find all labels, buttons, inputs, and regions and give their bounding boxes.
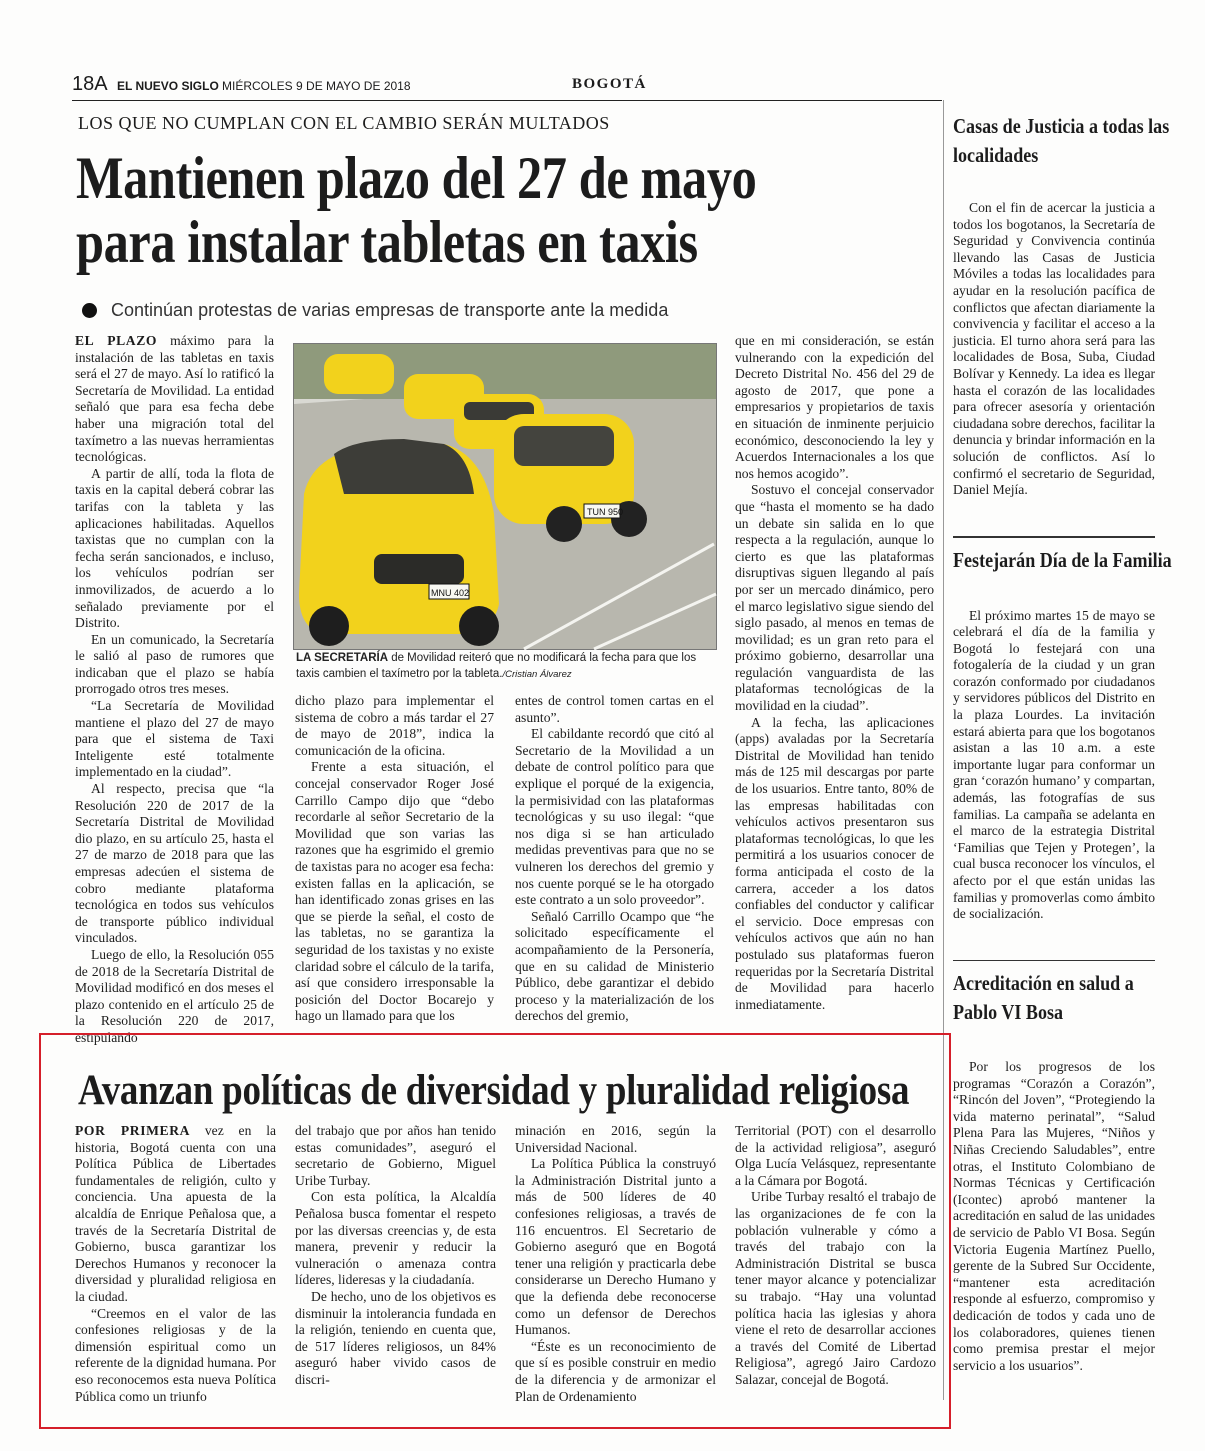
sidebar-heading-3: Acreditación en salud a Pablo VI Bosa bbox=[953, 971, 1134, 1024]
section-name: BOGOTÁ bbox=[572, 76, 647, 92]
sidebar-story-1: Con el fin de acercar la justicia a todos los bogotanos, la Secretaría de Seguridad y Convivencia continúa llevando las Casas de Justicia Móviles a todas las localidades para ayudar en la resolución pacífica de conflictos que afectan diariamente la convivencia y facilitar el acceso a la justicia. El turno ahora será para las localidades de Bosa, Suba, Ciudad Bolívar y Kennedy. La idea es llegar hasta el corazón de las localidades para ofrecer asesoría y orientación ciudadana sobre derechos, facilitar la denuncia y brindar información en la solución de conflictos. Así lo confirmó el secretario de Seguridad, Daniel Mejía. bbox=[953, 200, 1155, 498]
paragraph-text: Territorial (POT) con el desarrollo de la actividad religiosa”, aseguró Olga Lucía Velásquez, representante a la Cámara por Bogotá. bbox=[735, 1123, 936, 1188]
paragraph bbox=[75, 1123, 276, 1306]
paragraph-text: De hecho, uno de los objetivos es disminuir la intolerancia fundada en la religión, teniendo en cuenta que, de 517 líderes religiosos, un 84% aseguró haber vivido casos de discri- bbox=[295, 1288, 496, 1387]
paragraph-text: “Creemos en el valor de las confesiones religiosas y de la dimensión espiritual como un referente de la dignidad humana. Por eso reconocemos esta nueva Política Pública como un triunfo bbox=[75, 1305, 276, 1404]
sidebar-heading-1: Casas de Justicia a todas las localidades bbox=[953, 114, 1170, 167]
paragraph bbox=[75, 781, 274, 947]
bullet-icon bbox=[82, 303, 97, 318]
lead-words: POR PRIMERA bbox=[75, 1123, 191, 1138]
article-2-column-3 bbox=[515, 1123, 716, 1408]
paragraph bbox=[515, 693, 714, 726]
paragraph bbox=[515, 1123, 716, 1156]
kicker: LOS QUE NO CUMPLAN CON EL CAMBIO SERÁN MULTADOS bbox=[78, 113, 610, 133]
article-2-column-1 bbox=[75, 1123, 276, 1408]
subheadline bbox=[82, 300, 732, 321]
paragraph bbox=[295, 759, 494, 1025]
paragraph-text: minación en 2016, según la Universidad Nacional. bbox=[515, 1123, 716, 1155]
taxi-front bbox=[299, 439, 499, 646]
article-column-3 bbox=[515, 693, 714, 1033]
page-number: 18A bbox=[72, 73, 108, 95]
headline-line-1: Mantienen plazo del 27 de mayo bbox=[76, 145, 757, 211]
sidebar-story-3: Por los progresos de los programas “Corazón a Corazón”, “Rincón del Joven”, “Protegiendo la vida materno perinatal”, “Salud Plena Para las Mujeres, “Niños y Niñas Creciendo Saludables”, entre otras, el Instituto Colombiano de Normas Técnicas y Certificación (Icontec) aprobó mantener la acreditación en salud de las unidades de servicio de Pablo VI Bosa. Según Victoria Eugenia Martínez Puello, gerente de la Subred Sur Occidente, “mantener esta acreditación responde al esfuerzo, compromiso y dedicación de todos y cada uno de los colaboradores, quienes tienen como premisa prestar el mejor servicio a los usuarios”. bbox=[953, 1059, 1155, 1373]
headline-line-2: para instalar tabletas en taxis bbox=[76, 209, 698, 275]
sidebar-heading-2: Festejarán Día de la Familia bbox=[953, 547, 1172, 572]
paragraph bbox=[75, 947, 274, 1047]
paragraph-text: Sostuvo el concejal conservador que “hasta el momento se ha dado un debate sin salida en lo que respecta a la regulación, aunque lo cierto es que las plataformas disruptivas siguen llegando al país por ser un mercado dinámico, pero el marco legislativo sigue siendo del siglo pasado, al menos en temas de movilidad; es un gran reto para el próximo gobierno, desarrollar una regulación vanguardista de las plataformas tecnológicas de la movilidad en la ciudad”. bbox=[735, 482, 934, 714]
taxi-right bbox=[494, 414, 647, 542]
paragraph-text: vez en la historia, Bogotá cuenta con una Política Pública de Libertades fundamentales de religión, culto y conciencia. Una apuesta de la alcaldía de Enrique Peñalosa que, a través de la Secretaría Distrital de Gobierno, busca garantizar los Derechos Humanos y reconocer la diversidad y pluralidad religiosa en la ciudad. bbox=[75, 1123, 277, 1304]
paragraph bbox=[735, 1189, 936, 1388]
paragraph-text: que en mi consideración, se están vulnerando con la expedición del Decreto Distrital No. 456 del 29 de agosto de 2017, que pone a empresarios y propietarios de taxis en situación de inminente perjuicio económico, desconociendo la ley y Acuerdos Internacionales a los que nos hemos acogido”. bbox=[735, 333, 934, 481]
article-column-2 bbox=[295, 693, 494, 1033]
paragraph bbox=[295, 1123, 496, 1189]
paragraph-text: Señaló Carrillo Ocampo que “he solicitado específicamente el acompañamiento de la Personería, que en su calidad de Ministerio Público, debe garantizar el debido proceso y la materialización de los derechos del gremio, bbox=[515, 908, 714, 1024]
paragraph bbox=[735, 482, 934, 714]
paragraph-text: “La Secretaría de Movilidad mantiene el plazo del 27 de mayo para que el sistema de Taxi Inteligente esté totalmente implementado en la ciudad”. bbox=[75, 698, 274, 780]
article-2-column-2 bbox=[295, 1123, 496, 1408]
sidebar-story-2: El próximo martes 15 de mayo se celebrará el día de la familia y Bogotá lo festejará con una fotogalería de la ciudad y un gran corazón conformado por ciudadanos y servidores públicos del Distrito en la plaza Lourdes. La invitación estará abierta para que los bogotanos asistan a las 10 a.m. a este importante lugar para conformar un gran ‘corazón humano’ y compartan, además, las fotografías de sus familias. La campaña se adelanta en el marco de la estrategia Distrital ‘Familias que Tejen y Protegen’, la cual busca reconocer los vínculos, el afecto por el que están unidas las familias y promoverlas como ámbito de socialización. bbox=[953, 607, 1155, 922]
paragraph bbox=[75, 632, 274, 698]
taxis-photo bbox=[293, 343, 717, 650]
paragraph-text: Uribe Turbay resaltó el trabajo de las organizaciones de fe con la población vulnerable y cómo a través del trabajo con la Administración Distrital se busca tener mayor alcance y potencializar su trabajo. “Hay una voluntad política hacia las iglesias y ahora viene el reto de desarrollar acciones a través del Comité de Libertad Religiosa”, agregó Jairo Cardozo Salazar, concejal de Bogotá. bbox=[735, 1189, 936, 1387]
caption-text: de Movilidad reiteró que no modificará la fecha para que los taxis cambien el taxímetro por la tableta. bbox=[296, 652, 697, 680]
paragraph bbox=[515, 909, 714, 1025]
main-headline bbox=[76, 146, 798, 274]
lead-words: EL PLAZO bbox=[75, 333, 158, 348]
paragraph-text: A partir de allí, toda la flota de taxis en la capital deberá cobrar las tarifas con la tableta y las aplicaciones habilitadas. Aquellos taxistas que no cumplan con la fecha serán sancionados, e incluso, los vehículos podrían ser inmovilizados, de acuerdo a lo señalado previamente por el Distrito. bbox=[75, 465, 274, 631]
paragraph-text: del trabajo que por años han tenido estas comunidades”, aseguró el secretario de Gobierno, Miguel Uribe Turbay. bbox=[295, 1123, 496, 1188]
paragraph-text: Con esta política, la Alcaldía Peñalosa busca fomentar el respeto por las diversas creencias y, de esta manera, prevenir y reducir la vulneración o amenaza contra líderes, lideresas y la ciudadanía. bbox=[295, 1189, 496, 1288]
paragraph bbox=[735, 1123, 936, 1189]
paragraph bbox=[75, 466, 274, 632]
paragraph bbox=[515, 1156, 716, 1339]
taxis-illustration bbox=[294, 344, 716, 649]
photo-credit: /Cristian Álvarez bbox=[502, 668, 572, 680]
paragraph-text: dicho plazo para implementar el sistema de cobro a más tardar el 27 de mayo de 2018”, indica la comunicación de la oficina. bbox=[295, 693, 494, 758]
paragraph bbox=[75, 698, 274, 781]
plate-front-text: MNU 402 bbox=[431, 588, 470, 598]
paragraph-text: La Política Pública la construyó la Administración Distrital junto a más de 500 líderes de 40 confesiones religiosas, a través de 116 encuentros. El Secretario de Gobierno aseguró que en Bogotá tener una religión y practicarla debe considerarse un Derecho Humano y que la defienda debe reconocerse como un defensor de Derechos Humanos. bbox=[515, 1156, 716, 1338]
paragraph bbox=[295, 693, 494, 759]
paragraph-text: El cabildante recordó que citó al Secretario de la Movilidad a un debate de control político para que explique el porqué de la exigencia, la permisividad con las plataformas tecnológicas y su uso ilegal: “que nos diga si se han articulado medidas preventivas para que no se vulneren los derechos del gremio y nos cuente porqué se le ha otorgado este contrato a un solo proveedor”. bbox=[515, 726, 714, 908]
paragraph bbox=[515, 726, 714, 909]
paragraph-text: Luego de ello, la Resolución 055 de 2018 de la Secretaría Distrital de Movilidad modificó en dos meses el plazo contenido en el artículo 25 de la Resolución 220 de 2017, estipulando bbox=[75, 946, 274, 1045]
sidebar bbox=[953, 112, 1172, 1409]
paragraph bbox=[295, 1189, 496, 1289]
paragraph-text: máximo para la instalación de las tabletas en taxis será el 27 de mayo. Así lo ratificó la Secretaría de Movilidad. La entidad señaló que para esa fecha debe haber una migración total del taxímetro a las nuevas herramientas tecnológicas. bbox=[75, 333, 274, 465]
paragraph-text: entes de control tomen cartas en el asunto”. bbox=[515, 693, 714, 725]
paragraph-text: Frente a esta situación, el concejal conservador Roger José Carrillo Campo dijo que “debo recordarle al señor Secretario de la Movilidad que son varias las razones que ha esgrimido el gremio de taxistas para no acoger esa fecha: existen fallas en la aplicación, se han identificado zonas grises en las que se pierde la señal, el costo de las tabletas, no se garantiza la seguridad de los taxistas y no existe claridad sobre el cálculo de la tarifa, así que considero irresponsable la posición del Doctor Bocarejo y hago un llamado para que los bbox=[295, 759, 494, 1024]
paragraph bbox=[75, 333, 274, 466]
paragraph bbox=[735, 333, 934, 482]
paragraph bbox=[735, 715, 934, 1014]
paragraph-text: “Éste es un reconocimiento de que sí es posible construir en medio de la diferencia y de armonizar el Plan de Ordenamiento bbox=[515, 1338, 716, 1404]
issue-date: MIÉRCOLES 9 DE MAYO DE 2018 bbox=[222, 79, 411, 93]
paragraph-text: A la fecha, las aplicaciones (apps) avaladas por la Secretaría Distrital de Movilidad han tenido más de 125 mil descargas por parte de los usuarios. Entre tanto, 80% de las empresas habilitadas con vehículos activos presentaron sus plataformas tecnológicas, lo que les permitirá a los usuarios conocer de forma anticipada el costo de la carrera, acceder a los datos confiables del conductor y calificar el servicio. Doce empresas con vehículos activos que aún no han postulado sus plataformas fueron requeridas por la Secretaría Distrital de Movilidad para hacerlo inmediatamente. bbox=[735, 714, 934, 1012]
paragraph bbox=[295, 1289, 496, 1389]
paragraph bbox=[75, 1306, 276, 1406]
article-column-1 bbox=[75, 333, 274, 1045]
page-header bbox=[72, 74, 942, 101]
newspaper-name: EL NUEVO SIGLO bbox=[117, 79, 219, 93]
subheadline-text: Continúan protestas de varias empresas de transporte ante la medida bbox=[111, 300, 669, 320]
article-2-headline: Avanzan políticas de diversidad y pluralidad religiosa bbox=[78, 1067, 910, 1114]
photo-caption bbox=[296, 651, 716, 682]
caption-lead: LA SECRETARÍA bbox=[296, 652, 388, 664]
paragraph bbox=[515, 1339, 716, 1405]
plate-right-text: TUN 950 bbox=[587, 507, 624, 517]
paragraph-text: Al respecto, precisa que “la Resolución 220 de 2017 de la Secretaría Distrital de Movilidad dio plazo, en su artículo 25, hasta el 27 de marzo de 2018 para que las empresas adecúen el sistema de cobro mediante plataforma tecnológica en todos sus vehículos de transporte público individual vinculados. bbox=[75, 781, 274, 946]
article-2-column-4 bbox=[735, 1123, 936, 1408]
article-column-4 bbox=[735, 333, 934, 1033]
paragraph-text: En un comunicado, la Secretaría le salió al paso de rumores que indicaban que el plazo se había prorrogado otros tres meses. bbox=[75, 631, 274, 697]
sidebar-divider bbox=[953, 536, 1155, 538]
sidebar-divider bbox=[953, 960, 1155, 962]
